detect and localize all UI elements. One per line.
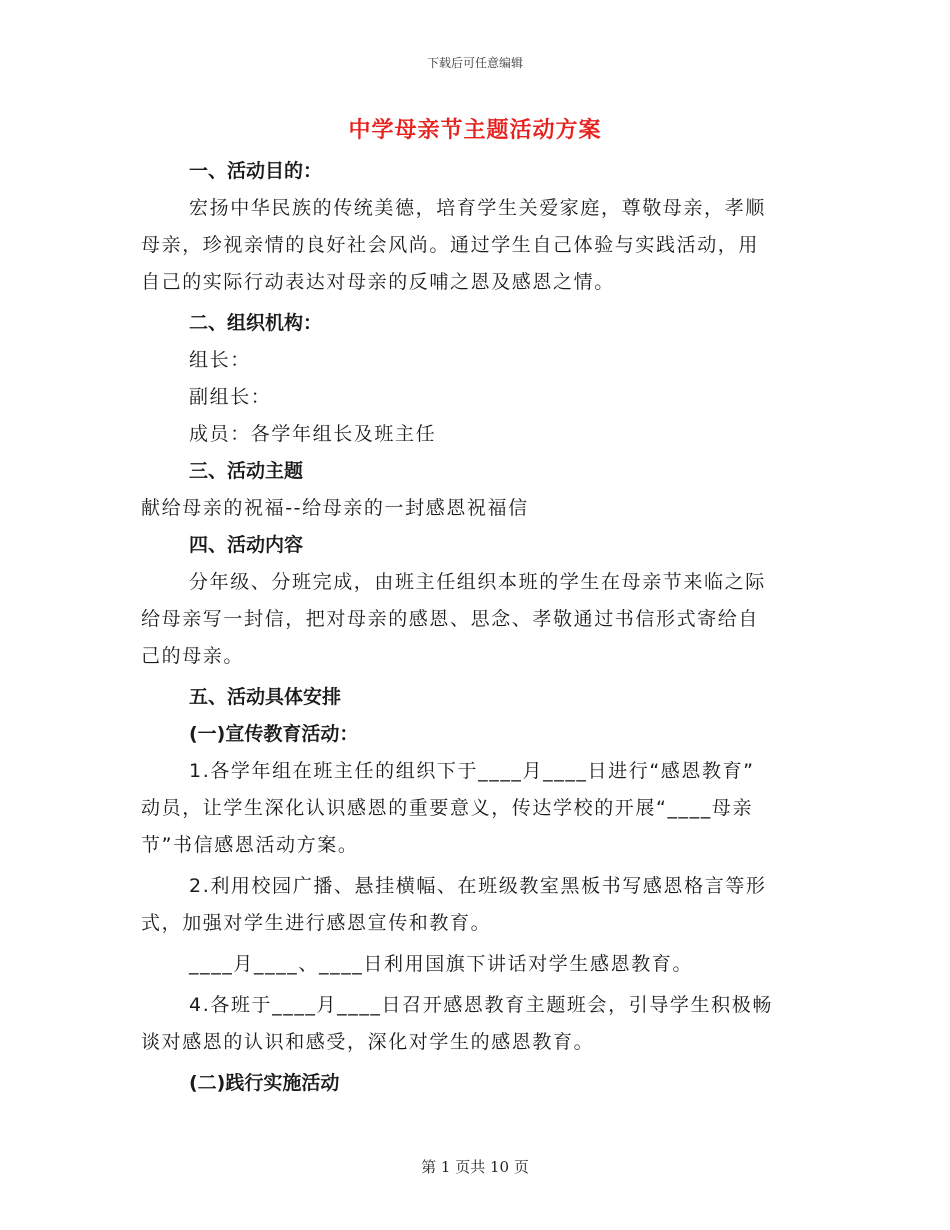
paragraph-theme [141, 490, 801, 527]
text-line: 分年级、分班完成，由班主任组织本班的学生在母亲节来临之际 [189, 571, 766, 593]
header-note: 下载后可任意编辑 [426, 56, 523, 70]
text-line: 己的母亲。 [141, 645, 245, 667]
org-vice-leader: 副组长： [189, 386, 272, 408]
org-members: 成员：各学年组长及班主任 [189, 423, 437, 445]
schedule-item-3 [141, 946, 801, 983]
schedule-item-1 [141, 753, 801, 864]
subsection-heading-practice: (二)践行实施活动 [189, 1072, 340, 1094]
section-heading-theme: 三、活动主题 [189, 460, 304, 482]
text-line: 节”书信感恩活动方案。 [141, 834, 359, 856]
schedule-item-4 [141, 987, 801, 1061]
text-line: 动员，让学生深化认识感恩的重要意义，传达学校的开展“____母亲 [141, 797, 754, 819]
org-leader: 组长： [189, 349, 251, 371]
text-line: 给母亲写一封信，把对母亲的感恩、思念、孝敬通过书信形式寄给自 [141, 608, 760, 630]
subsection-heading-publicity: (一)宣传教育活动： [189, 723, 359, 745]
text-line: 谈对感恩的认识和感受，深化对学生的感恩教育。 [141, 1031, 595, 1053]
section-heading-purpose: 一、活动目的： [189, 160, 323, 182]
document-body [141, 153, 801, 1102]
text-line: 式，加强对学生进行感恩宣传和教育。 [141, 912, 492, 934]
text-line: 4.各班于____月____日召开感恩教育主题班会，引导学生积极畅 [189, 994, 773, 1016]
section-heading-schedule: 五、活动具体安排 [189, 686, 342, 708]
text-line: 宏扬中华民族的传统美德，培育学生关爱家庭，尊敬母亲，孝顺 [189, 197, 766, 219]
paragraph-purpose [141, 190, 801, 301]
text-line: 献给母亲的祝福--给母亲的一封感恩祝福信 [141, 497, 529, 519]
text-line: 1.各学年组在班主任的组织下于____月____日进行“感恩教育” [189, 760, 755, 782]
section-heading-organization: 二、组织机构： [189, 312, 323, 334]
text-line: 母亲，珍视亲情的良好社会风尚。通过学生自己体验与实践活动，用 [141, 234, 760, 256]
text-line: 自己的实际行动表达对母亲的反哺之恩及感恩之情。 [141, 271, 615, 293]
paragraph-content [141, 564, 801, 675]
document-title: 中学母亲节主题活动方案 [348, 118, 602, 143]
section-heading-content: 四、活动内容 [189, 534, 304, 556]
text-line: ____月____、____日利用国旗下讲话对学生感恩教育。 [189, 953, 694, 975]
text-line: 2.利用校园广播、悬挂横幅、在班级教室黑板书写感恩格言等形 [189, 875, 767, 897]
schedule-item-2 [141, 868, 801, 942]
page-number: 第 1 页共 10 页 [421, 1158, 529, 1176]
